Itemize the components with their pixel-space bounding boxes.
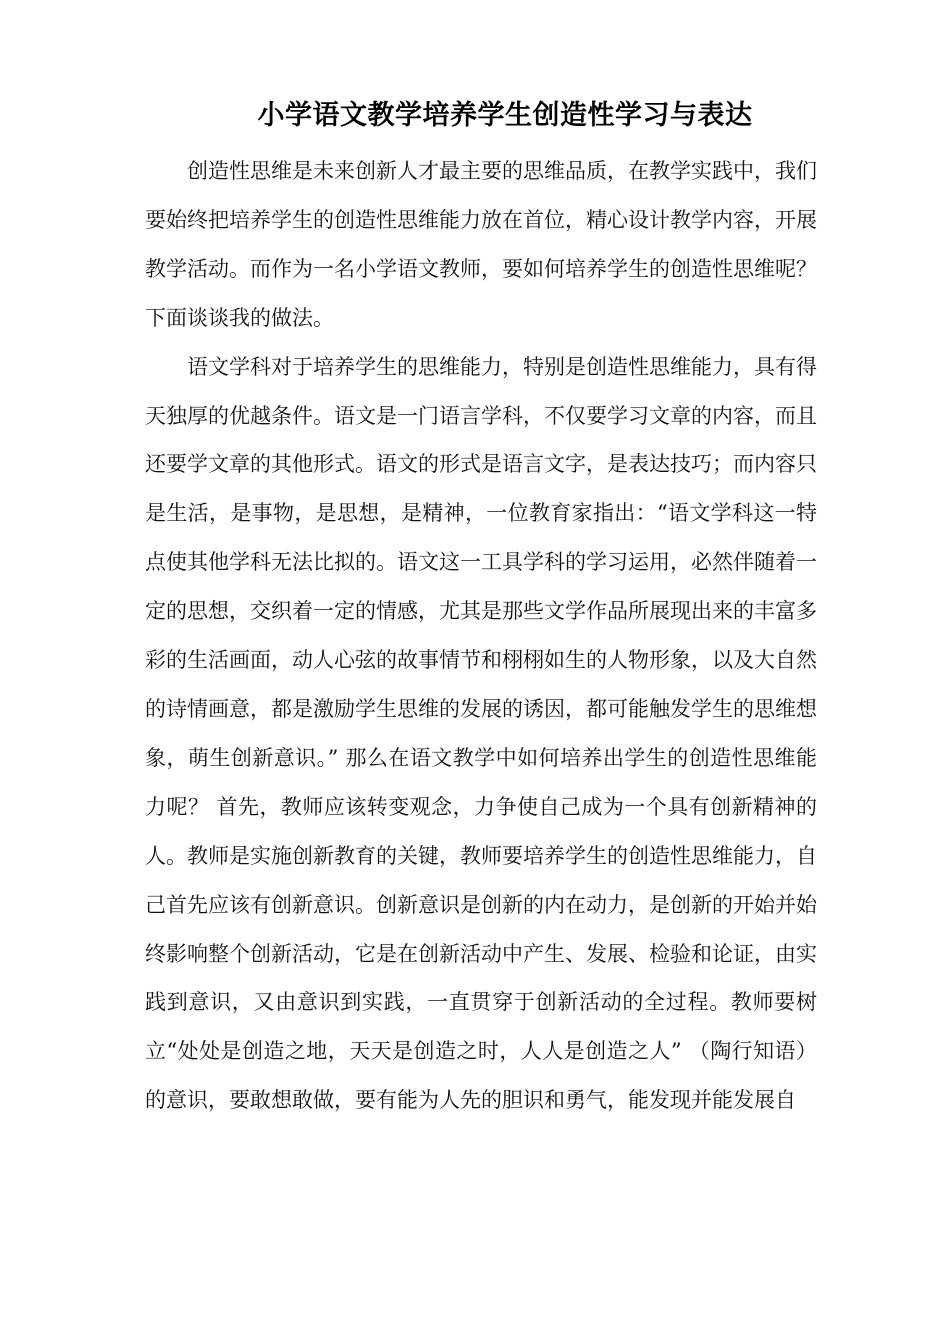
document-body [145,147,817,1125]
document-title: 小学语文教学培养学生创造性学习与表达 [257,100,753,131]
paragraph-main: 语文学科对于培养学生的思维能力，特别是创造性思维能力，具有得天独厚的优越条件。语文是一门语言学科，不仅要学习文章的内容，而且还要学文章的其他形式。语文的形式是语言文字，是表达技巧；而内容只是生活，是事物，是思想，是精神，一位教育家指出：“语文学科这一特点使其他学科无法比拟的。语文这一工具学科的学习运用，必然伴随着一定的思想，交织着一定的情感，尤其是那些文学作品所展现出来的丰富多彩的生活画面，动人心弦的故事情节和栩栩如生的人物形象，以及大自然的诗情画意，都是激励学生思维的发展的诱因，都可能触发学生的思维想象，萌生创新意识。” 那么在语文教学中如何培养出学生的创造性思维能力呢？ 首先，教师应该转变观念，力争使自己成为一个具有创新精神的人。教师是实施创新教育的关键，教师要培养学生的创造性思维能力，自己首先应该有创新意识。创新意识是创新的内在动力，是创新的开始并始终影响整个创新活动，它是在创新活动中产生、发展、检验和论证，由实践到意识，又由意识到实践，一直贯穿于创新活动的全过程。教师要树立“处处是创造之地，天天是创造之时，人人是创造之人” （陶行知语）的意识，要敢想敢做，要有能为人先的胆识和勇气，能发现并能发展自 [145,354,817,1113]
paragraph-intro: 创造性思维是未来创新人才最主要的思维品质，在教学实践中，我们要始终把培养学生的创造性思维能力放在首位，精心设计教学内容，开展教学活动。而作为一名小学语文教师，要如何培养学生的创造性思维呢？下面谈谈我的做法。 [145,159,817,330]
